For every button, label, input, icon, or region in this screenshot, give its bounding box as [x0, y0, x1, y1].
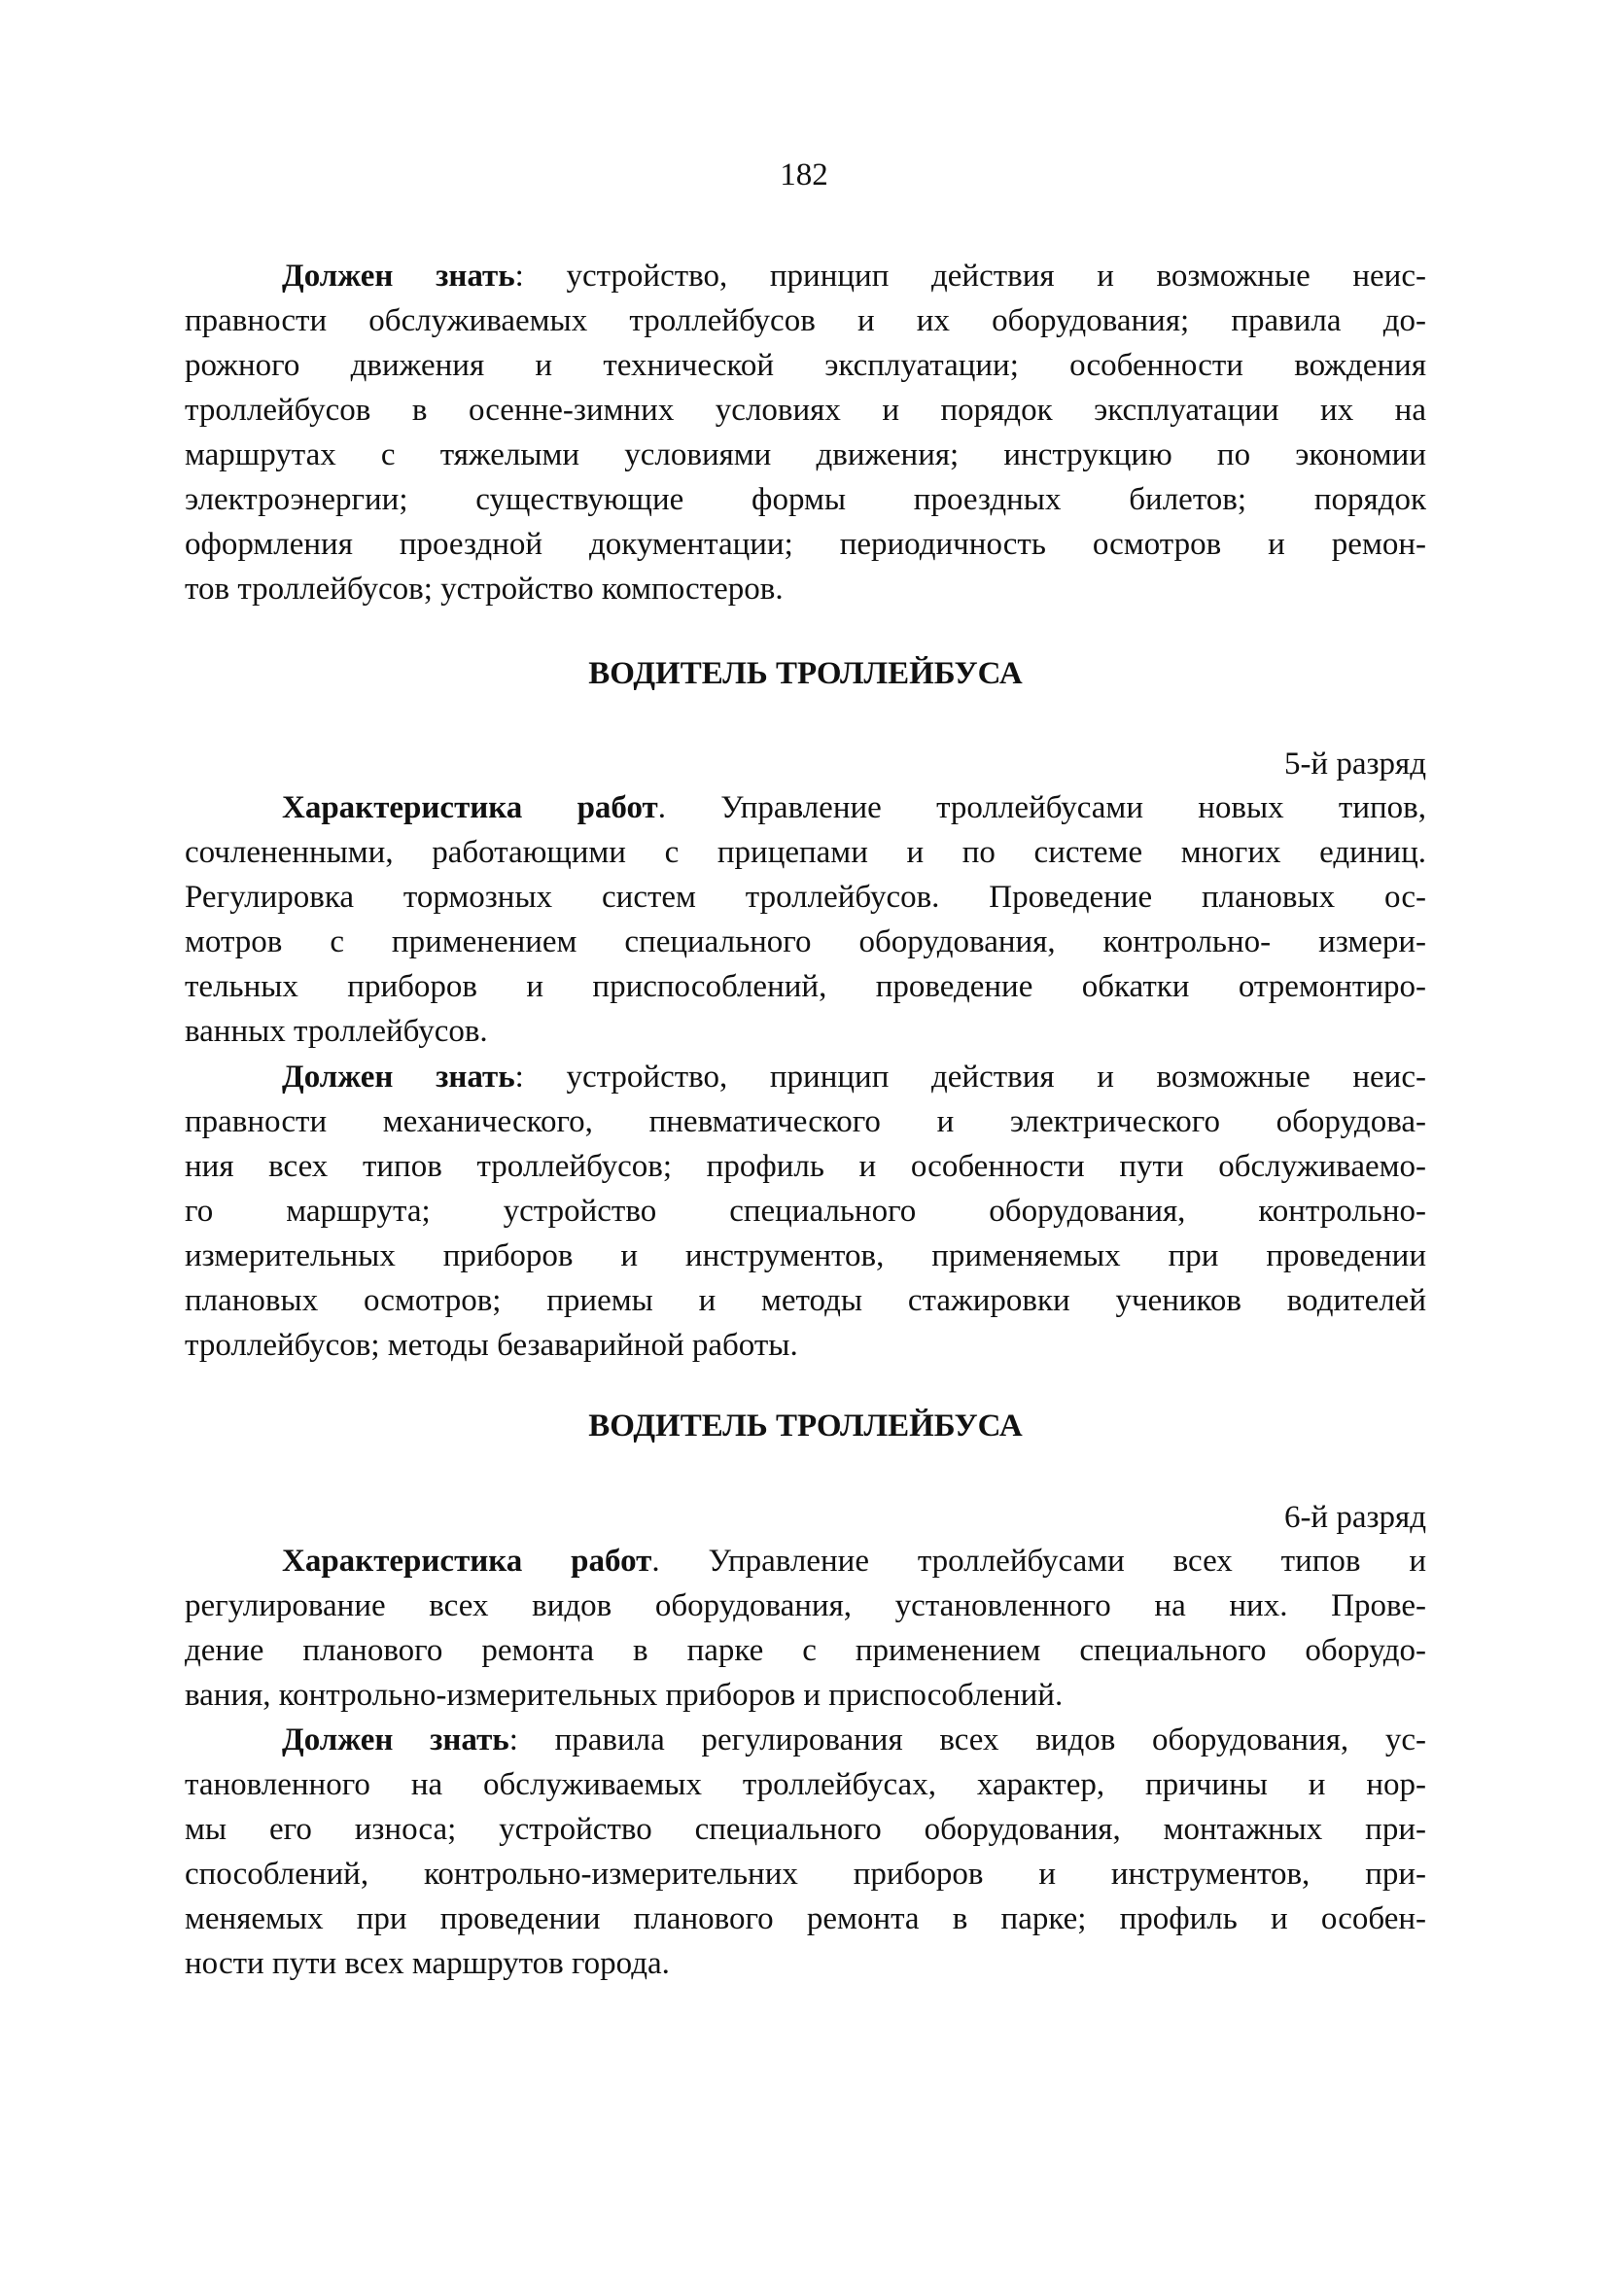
- line-text: рожного движения и технической эксплуатации; особенности вождения: [185, 348, 1426, 383]
- section-heading: ВОДИТЕЛЬ ТРОЛЛЕЙБУСА: [588, 656, 1023, 691]
- lead-term: Характеристика работ: [282, 790, 658, 825]
- line-text: способлений, контрольно-измерительних приборов и инструментов, при-: [185, 1857, 1426, 1892]
- line-text: электроэнергии; существующие формы проездных билетов; порядок: [185, 482, 1426, 517]
- text-line: [185, 1807, 1426, 1852]
- line-text: правности механического, пневматического и электрического оборудова-: [185, 1104, 1426, 1139]
- line-text: маршрутах с тяжелыми условиями движения; инструкцию по экономии: [185, 437, 1426, 472]
- paragraph: [185, 785, 1426, 1054]
- line-text: плановых осмотров; приемы и методы стажировки учеников водителей: [185, 1283, 1426, 1318]
- text-line: [185, 1323, 1426, 1368]
- line-text: сочлененными, работающими с прицепами и по системе многих единиц.: [185, 835, 1426, 870]
- line-text: . Управление троллейбусами всех типов и: [651, 1544, 1426, 1579]
- text-line: [185, 1278, 1426, 1323]
- line-text: правности обслуживаемых троллейбусов и их оборудования; правила до-: [185, 303, 1426, 338]
- line-text: дение планового ремонта в парке с применением специального оборудо-: [185, 1633, 1426, 1668]
- line-text: меняемых при проведении планового ремонта в парке; профиль и особен-: [185, 1901, 1426, 1936]
- line-text: ванных троллейбусов.: [185, 1014, 488, 1049]
- text-line: [185, 433, 1426, 477]
- line-text: : устройство, принцип действия и возможные неис-: [514, 259, 1426, 294]
- lead-term: Должен знать: [282, 259, 515, 294]
- paragraph: [185, 1539, 1426, 1718]
- text-line: [185, 1941, 1426, 1986]
- line-text: : устройство, принцип действия и возможные неис-: [514, 1060, 1426, 1095]
- line-text: ния всех типов троллейбусов; профиль и особенности пути обслуживаемо-: [185, 1149, 1426, 1184]
- line-text: измерительных приборов и инструментов, применяемых при проведении: [185, 1238, 1426, 1273]
- text-line: [185, 964, 1426, 1009]
- line-text: тановленного на обслуживаемых троллейбусах, характер, причины и нор-: [185, 1767, 1426, 1802]
- line-text: мы его износа; устройство специального оборудования, монтажных при-: [185, 1812, 1426, 1847]
- lead-term: Должен знать: [282, 1060, 515, 1095]
- text-line: [185, 1628, 1426, 1673]
- line-text: регулирование всех видов оборудования, установленного на них. Прове-: [185, 1588, 1426, 1623]
- paragraph: [185, 1055, 1426, 1368]
- line-text: тельных приборов и приспособлений, проведение обкатки отремонтиро-: [185, 969, 1426, 1004]
- text-line: [185, 1099, 1426, 1144]
- text-line: [185, 298, 1426, 343]
- text-line: [185, 1852, 1426, 1896]
- rank-label: 6-й разряд: [1283, 1500, 1426, 1535]
- lead-term: Должен знать: [282, 1722, 509, 1757]
- text-line: [185, 1673, 1426, 1718]
- text-line: [185, 522, 1426, 567]
- line-text: . Управление троллейбусами новых типов,: [657, 790, 1426, 825]
- text-line: [185, 1189, 1426, 1234]
- line-text: Регулировка тормозных систем троллейбусов. Проведение плановых ос-: [185, 880, 1426, 915]
- line-text: троллейбусов в осенне-зимних условиях и порядок эксплуатации их на: [185, 393, 1426, 428]
- paragraph: [185, 254, 1426, 611]
- text-line: [185, 1144, 1426, 1189]
- text-line: [185, 1718, 1426, 1762]
- text-line: [185, 875, 1426, 920]
- text-line: [185, 785, 1426, 830]
- line-text: вания, контрольно-измерительных приборов и приспособлений.: [185, 1678, 1064, 1713]
- text-line: [185, 1762, 1426, 1807]
- line-text: мотров с применением специального оборудования, контрольно- измери-: [185, 924, 1426, 959]
- line-text: го маршрута; устройство специального оборудования, контрольно-: [185, 1194, 1426, 1229]
- line-text: оформления проездной документации; периодичность осмотров и ремон-: [185, 527, 1426, 562]
- lead-term: Характеристика работ: [282, 1544, 652, 1579]
- text-line: [185, 477, 1426, 522]
- line-text: тов троллейбусов; устройство компостеров.: [185, 572, 784, 607]
- line-text: : правила регулирования всех видов оборудования, ус-: [508, 1722, 1426, 1757]
- text-line: [185, 388, 1426, 433]
- text-line: [185, 1539, 1426, 1583]
- page-number: 182: [780, 157, 828, 192]
- text-line: [185, 1234, 1426, 1278]
- text-line: [185, 567, 1426, 611]
- paragraph: [185, 1718, 1426, 1986]
- text-line: [185, 1055, 1426, 1099]
- line-text: ности пути всех маршрутов города.: [185, 1946, 670, 1981]
- text-line: [185, 830, 1426, 875]
- section-heading: ВОДИТЕЛЬ ТРОЛЛЕЙБУСА: [588, 1409, 1023, 1444]
- text-line: [185, 1583, 1426, 1628]
- text-line: [185, 1896, 1426, 1941]
- line-text: троллейбусов; методы безаварийной работы.: [185, 1328, 798, 1363]
- text-line: [185, 254, 1426, 298]
- rank-label: 5-й разряд: [1283, 747, 1426, 782]
- text-line: [185, 1009, 1426, 1054]
- text-line: [185, 343, 1426, 388]
- text-line: [185, 920, 1426, 964]
